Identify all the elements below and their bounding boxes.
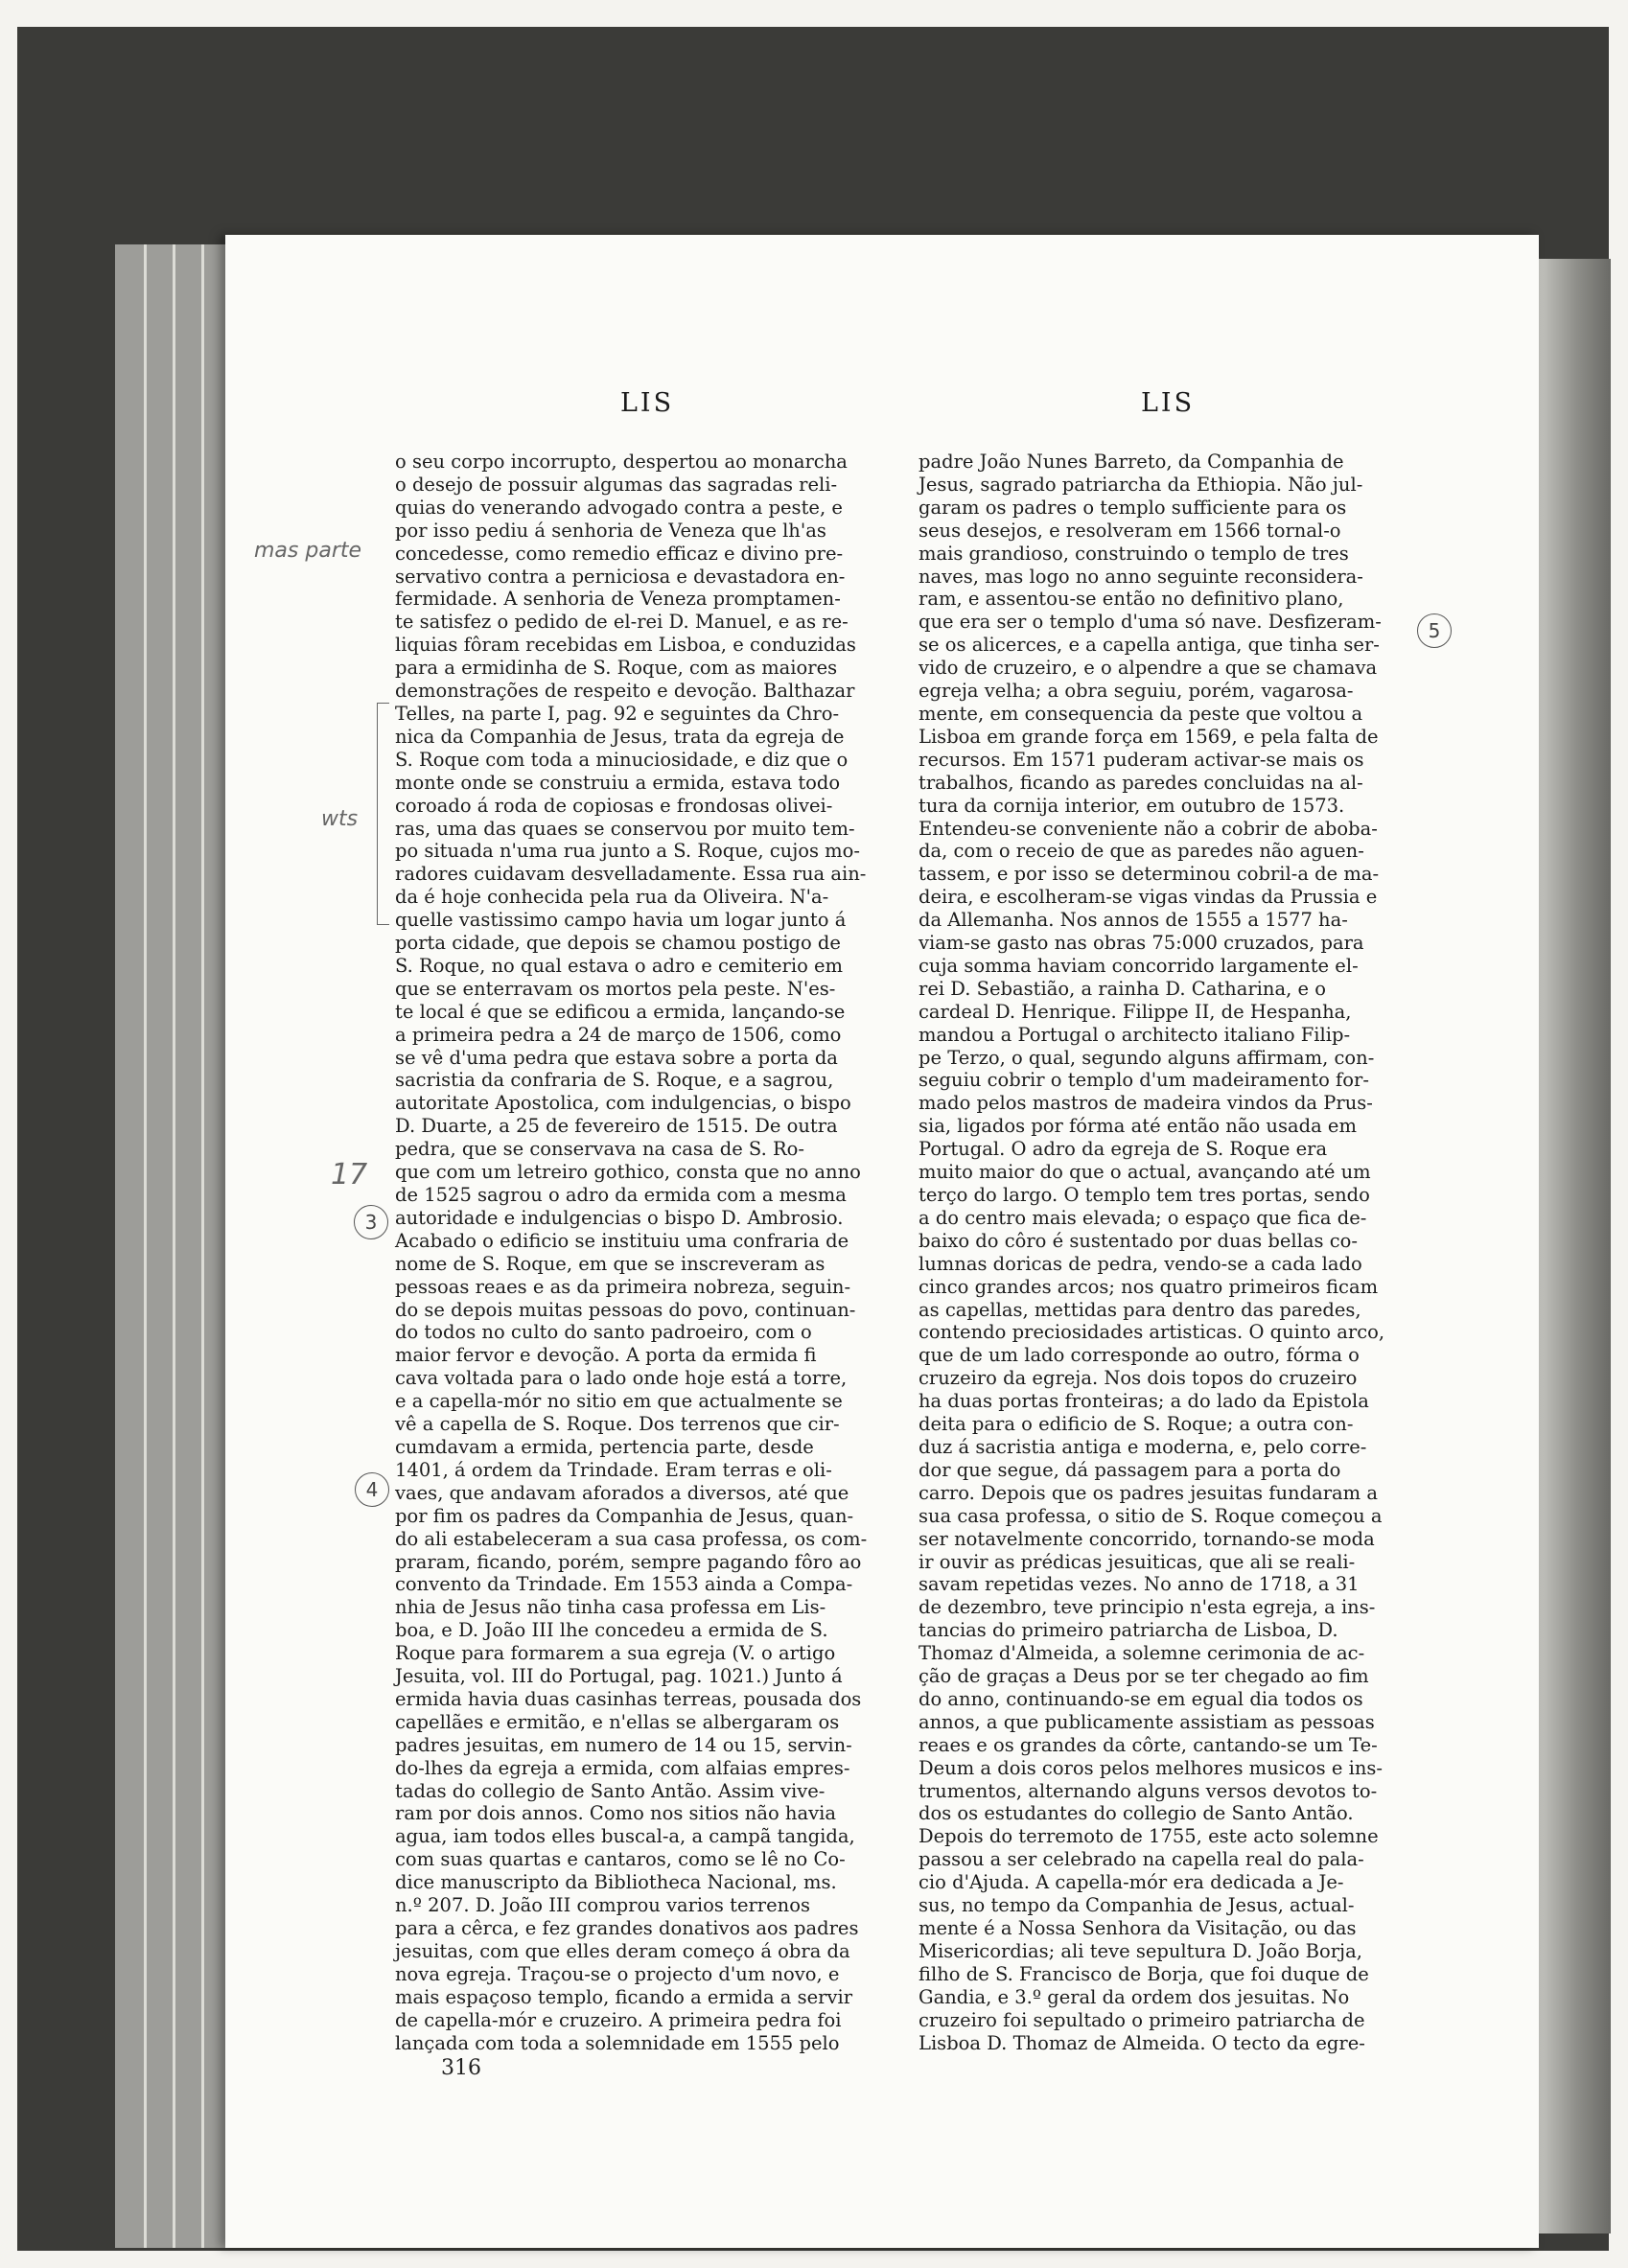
right-line: lumnas doricas de pedra, vendo-se a cada lado: [919, 1252, 1362, 1275]
right-line: sus, no tempo da Companhia de Jesus, actual-: [919, 1894, 1355, 1917]
left-line: pessoas reaes e as da primeira nobreza, seguin-: [395, 1275, 851, 1298]
right-line: Lisboa em grande força em 1569, e pela falta de: [919, 725, 1379, 748]
right-line: Jesus, sagrado patriarcha da Ethiopia. Não jul-: [919, 473, 1363, 496]
margin-note-mas-parte: mas parte: [254, 539, 362, 563]
left-line: Telles, na parte I, pag. 92 e seguintes da Chro-: [395, 702, 840, 725]
running-head-left: LIS: [620, 388, 675, 418]
left-line: o desejo de possuir algumas das sagradas reli-: [395, 473, 838, 496]
left-line: padres jesuitas, em numero de 14 ou 15, servin-: [395, 1733, 852, 1756]
left-line: para a cêrca, e fez grandes donativos aos padres: [395, 1917, 859, 1939]
left-line: concedesse, como remedio efficaz e divino pre-: [395, 542, 844, 565]
right-line: Deum a dois coros pelos melhores musicos e ins-: [919, 1756, 1383, 1779]
left-column: [395, 451, 913, 2054]
left-line: autoridade e indulgencias o bispo D. Ambrosio.: [395, 1206, 844, 1229]
right-line: tura da cornija interior, em outubro de 1573.: [919, 794, 1345, 817]
right-line: duz á sacristia antiga e moderna, e, pelo corre-: [919, 1435, 1367, 1458]
left-line: Roque para formarem a sua egreja (V. o artigo: [395, 1642, 836, 1665]
right-line: mandou a Portugal o architecto italiano Filip-: [919, 1023, 1351, 1046]
left-line: Acabado o edificio se instituiu uma confraria de: [395, 1229, 849, 1252]
right-line: padre João Nunes Barreto, da Companhia de: [919, 451, 1344, 473]
left-line: para a ermidinha de S. Roque, com as maiores: [395, 657, 838, 680]
left-line: ram por dois annos. Como nos sitios não havia: [395, 1802, 836, 1825]
right-line: muito maior do que o actual, avançando até um: [919, 1161, 1371, 1184]
right-line: carro. Depois que os padres jesuitas fundaram a: [919, 1481, 1378, 1504]
right-line: Thomaz d'Almeida, a solemne cerimonia de ac-: [919, 1642, 1365, 1665]
left-line: de 1525 sagrou o adro da ermida com a mesma: [395, 1184, 847, 1206]
right-line: tassem, e por isso se determinou cobril-a de ma-: [919, 863, 1380, 886]
running-head-right: LIS: [1141, 388, 1196, 418]
left-line: se vê d'uma pedra que estava sobre a porta da: [395, 1046, 838, 1069]
left-line: dice manuscripto da Bibliotheca Nacional, ms.: [395, 1871, 837, 1894]
right-line: que de um lado corresponde ao outro, fórma o: [919, 1344, 1360, 1367]
left-line: nova egreja. Traçou-se o projecto d'um novo, e: [395, 1962, 840, 1985]
left-line: de capella-mór e cruzeiro. A primeira pedra foi: [395, 2008, 842, 2031]
right-line: cinco grandes arcos; nos quatro primeiros ficam: [919, 1275, 1379, 1298]
left-line: praram, ficando, porém, sempre pagando fôro ao: [395, 1550, 862, 1573]
right-line: da, com o receio de que as paredes não aguen-: [919, 840, 1364, 863]
right-line: rei D. Sebastião, a rainha D. Catharina, e o: [919, 977, 1326, 1000]
right-line: as capellas, mettidas para dentro das paredes,: [919, 1298, 1361, 1321]
left-line: vê a capella de S. Roque. Dos terrenos que cir-: [395, 1413, 840, 1436]
left-line: quias do venerando advogado contra a peste, e: [395, 496, 843, 519]
left-line: monte onde se construiu a ermida, estava todo: [395, 771, 841, 794]
right-line: seus desejos, e resolveram em 1566 tornal-o: [919, 519, 1341, 542]
left-line: pedra, que se conservava na casa de S. Ro-: [395, 1138, 805, 1161]
left-line: 1401, á ordem da Trindade. Eram terras e oli-: [395, 1458, 832, 1481]
right-line: da Allemanha. Nos annos de 1555 a 1577 ha-: [919, 909, 1348, 932]
right-line: mais grandioso, construindo o templo de tres: [919, 542, 1349, 565]
left-line: maior fervor e devoção. A porta da ermida fi: [395, 1344, 817, 1367]
left-line: ras, uma das quaes se conservou por muito tem-: [395, 817, 855, 840]
left-line: servativo contra a perniciosa e devastadora en-: [395, 565, 846, 588]
right-line: mente, em consequencia da peste que voltou a: [919, 702, 1363, 725]
left-line: te satisfez o pedido de el-rei D. Manuel, e as re-: [395, 611, 849, 634]
left-line: fermidade. A senhoria de Veneza promptamen-: [395, 588, 841, 611]
right-line: filho de S. Francisco de Borja, que foi duque de: [919, 1962, 1369, 1985]
right-line: savam repetidas vezes. No anno de 1718, a 31: [919, 1573, 1360, 1596]
right-line: de dezembro, teve principio n'esta egreja, a ins-: [919, 1596, 1376, 1619]
right-line: ha duas portas fronteiras; a do lado da Epistola: [919, 1390, 1369, 1413]
right-line: passou a ser celebrado na capella real do pala-: [919, 1848, 1364, 1871]
left-line: cumdavam a ermida, pertencia parte, desde: [395, 1435, 814, 1458]
left-line: coroado á roda de copiosas e frondosas olivei-: [395, 794, 833, 817]
right-line: dor que segue, dá passagem para a porta do: [919, 1458, 1341, 1481]
left-line: S. Roque, no qual estava o adro e cemiterio em: [395, 954, 844, 977]
left-line: porta cidade, que depois se chamou postigo de: [395, 932, 841, 955]
left-line: cava voltada para o lado onde hoje está a torre,: [395, 1367, 848, 1390]
left-line: a primeira pedra a 24 de março de 1506, como: [395, 1023, 842, 1046]
right-line: Depois do terremoto de 1755, este acto solemne: [919, 1825, 1379, 1848]
right-line: baixo do côro é sustentado por duas bellas co-: [919, 1229, 1358, 1252]
left-line: n.º 207. D. João III comprou varios terrenos: [395, 1894, 810, 1917]
right-line: Lisboa D. Thomaz de Almeida. O tecto da egre-: [919, 2031, 1365, 2054]
left-line: liquias fôram recebidas em Lisboa, e conduzidas: [395, 634, 856, 657]
right-line: se os alicerces, e a capella antiga, que tinha ser-: [919, 634, 1380, 657]
right-line: trabalhos, ficando as paredes concluidas na al-: [919, 771, 1363, 794]
left-line: que se enterravam os mortos pela peste. N'es-: [395, 977, 836, 1000]
margin-note-wts: wts: [321, 807, 359, 831]
right-line: recursos. Em 1571 puderam activar-se mais os: [919, 748, 1364, 771]
left-line: nica da Companhia de Jesus, trata da egreja de: [395, 725, 845, 748]
left-line: nome de S. Roque, em que se inscreveram as: [395, 1252, 826, 1275]
right-line: dos os estudantes do collegio de Santo Antão.: [919, 1802, 1354, 1825]
left-line: te local é que se edificou a ermida, lançando-se: [395, 1000, 846, 1023]
left-line: S. Roque com toda a minuciosidade, e diz que o: [395, 748, 849, 771]
left-line: do ali estabeleceram a sua casa professa, os com-: [395, 1527, 868, 1550]
margin-circle-4: 4: [355, 1472, 389, 1507]
right-line: garam os padres o templo sufficiente para os: [919, 496, 1347, 519]
left-line: do se depois muitas pessoas do povo, continuan-: [395, 1298, 856, 1321]
right-line: viam-se gasto nas obras 75:000 cruzados, para: [919, 932, 1364, 955]
right-line: Misericordias; ali teve sepultura D. João Borja,: [919, 1939, 1362, 1962]
left-line: lançada com toda a solemnidade em 1555 pelo: [395, 2031, 840, 2054]
left-line: do-lhes da egreja a ermida, com alfaias empres-: [395, 1756, 850, 1779]
right-line: reaes e os grandes da côrte, cantando-se um Te-: [919, 1733, 1378, 1756]
right-line: ir ouvir as prédicas jesuiticas, que ali se reali-: [919, 1550, 1356, 1573]
left-line: do todos no culto do santo padroeiro, com o: [395, 1321, 812, 1344]
right-line: Entendeu-se conveniente não a cobrir de aboba-: [919, 817, 1378, 840]
left-line: que com um letreiro gothico, consta que no anno: [395, 1161, 861, 1184]
left-line: mais espaçoso templo, ficando a ermida a servir: [395, 1985, 853, 2008]
right-line: annos, a que publicamente assistiam as pessoas: [919, 1710, 1375, 1733]
right-line: cruzeiro da egreja. Nos dois topos do cruzeiro: [919, 1367, 1358, 1390]
right-line: que era ser o templo d'uma só nave. Desfizeram-: [919, 611, 1382, 634]
right-line: naves, mas logo no anno seguinte reconsidera-: [919, 565, 1363, 588]
right-line: seguiu cobrir o templo d'um madeiramento for-: [919, 1069, 1369, 1092]
left-line: convento da Trindade. Em 1553 ainda a Compa-: [395, 1573, 853, 1596]
left-line: autoritate Apostolica, com indulgencias, o bispo: [395, 1092, 851, 1115]
right-line: ram, e assentou-se então no definitivo plano,: [919, 588, 1344, 611]
right-line: contendo preciosidades artisticas. O quinto arco,: [919, 1321, 1385, 1344]
right-column: [919, 451, 1436, 2054]
right-line: egreja velha; a obra seguiu, porém, vagarosa-: [919, 680, 1354, 703]
left-line: sacristia da confraria de S. Roque, e a sagrou,: [395, 1069, 834, 1092]
right-line: deita para o edificio de S. Roque; a outra con-: [919, 1413, 1354, 1436]
left-line: Jesuita, vol. III do Portugal, pag. 1021.) Junto á: [395, 1665, 843, 1688]
left-line: o seu corpo incorrupto, despertou ao monarcha: [395, 451, 848, 473]
right-line: Gandia, e 3.º geral da ordem dos jesuitas. No: [919, 1985, 1350, 2008]
left-line: e a capella-mór no sitio em que actualmente se: [395, 1390, 843, 1413]
left-line: quelle vastissimo campo havia um logar junto á: [395, 909, 847, 932]
right-line: vido de cruzeiro, e o alpendre a que se chamava: [919, 657, 1378, 680]
right-line: sia, ligados por fórma até então não usada em: [919, 1115, 1357, 1138]
right-line: cio d'Ajuda. A capella-mór era dedicada a Je-: [919, 1871, 1344, 1894]
left-line: po situada n'uma rua junto a S. Roque, cujos mo-: [395, 840, 861, 863]
right-line: trumentos, alternando alguns versos devotos to-: [919, 1779, 1378, 1802]
left-line: agua, iam todos elles buscal-a, a campã tangida,: [395, 1825, 855, 1848]
left-line: com suas quartas e cantaros, como se lê no Co-: [395, 1848, 846, 1871]
right-line: tancias do primeiro patriarcha de Lisboa, D.: [919, 1619, 1338, 1642]
left-line: demonstrações de respeito e devoção. Balthazar: [395, 680, 855, 703]
right-line: sua casa professa, o sitio de S. Roque começou a: [919, 1504, 1383, 1527]
right-line: deira, e escolheram-se vigas vindas da Prussia e: [919, 886, 1378, 909]
left-line: boa, e D. João III lhe concedeu a ermida de S.: [395, 1619, 828, 1642]
left-line: jesuitas, com que elles deram começo á obra da: [395, 1939, 850, 1962]
right-line: cruzeiro foi sepultado o primeiro patriarcha de: [919, 2008, 1365, 2031]
right-line: cuja somma haviam concorrido largamente el-: [919, 954, 1359, 977]
margin-circle-5: 5: [1417, 613, 1452, 648]
margin-bracket: [377, 703, 389, 925]
left-line: da é hoje conhecida pela rua da Oliveira. N'a-: [395, 886, 829, 909]
right-line: pe Terzo, o qual, segundo alguns affirmam, con-: [919, 1046, 1375, 1069]
left-line: ermida havia duas casinhas terreas, pousada dos: [395, 1687, 862, 1710]
left-line: tadas do collegio de Santo Antão. Assim vive-: [395, 1779, 826, 1802]
right-line: mado pelos mastros de madeira vindos da Prus-: [919, 1092, 1373, 1115]
right-line: mente é a Nossa Senhora da Visitação, ou das: [919, 1917, 1357, 1939]
right-line: cardeal D. Henrique. Filippe II, de Hespanha,: [919, 1000, 1352, 1023]
right-line: a do centro mais elevada; o espaço que fica de-: [919, 1206, 1367, 1229]
margin-note-17: 17: [331, 1158, 368, 1192]
left-line: vaes, que andavam aforados a diversos, até que: [395, 1481, 849, 1504]
left-line: por fim os padres da Companhia de Jesus, quan-: [395, 1504, 854, 1527]
left-line: capellães e ermitão, e n'ellas se albergaram os: [395, 1710, 840, 1733]
right-line: terço do largo. O templo tem tres portas, sendo: [919, 1184, 1370, 1206]
left-line: radores cuidavam desvelladamente. Essa rua ain-: [395, 863, 867, 886]
page-number: 316: [441, 2056, 481, 2080]
right-line: ser notavelmente concorrido, tornando-se moda: [919, 1527, 1375, 1550]
left-line: D. Duarte, a 25 de fevereiro de 1515. De outra: [395, 1115, 838, 1138]
margin-circle-3: 3: [354, 1205, 388, 1239]
right-line: do anno, continuando-se em egual dia todos os: [919, 1687, 1363, 1710]
left-line: nhia de Jesus não tinha casa professa em Lis-: [395, 1596, 826, 1619]
left-line: por isso pediu á senhoria de Veneza que lh'as: [395, 519, 826, 542]
right-line: ção de graças a Deus por se ter chegado ao fim: [919, 1665, 1369, 1688]
right-line: Portugal. O adro da egreja de S. Roque era: [919, 1138, 1328, 1161]
